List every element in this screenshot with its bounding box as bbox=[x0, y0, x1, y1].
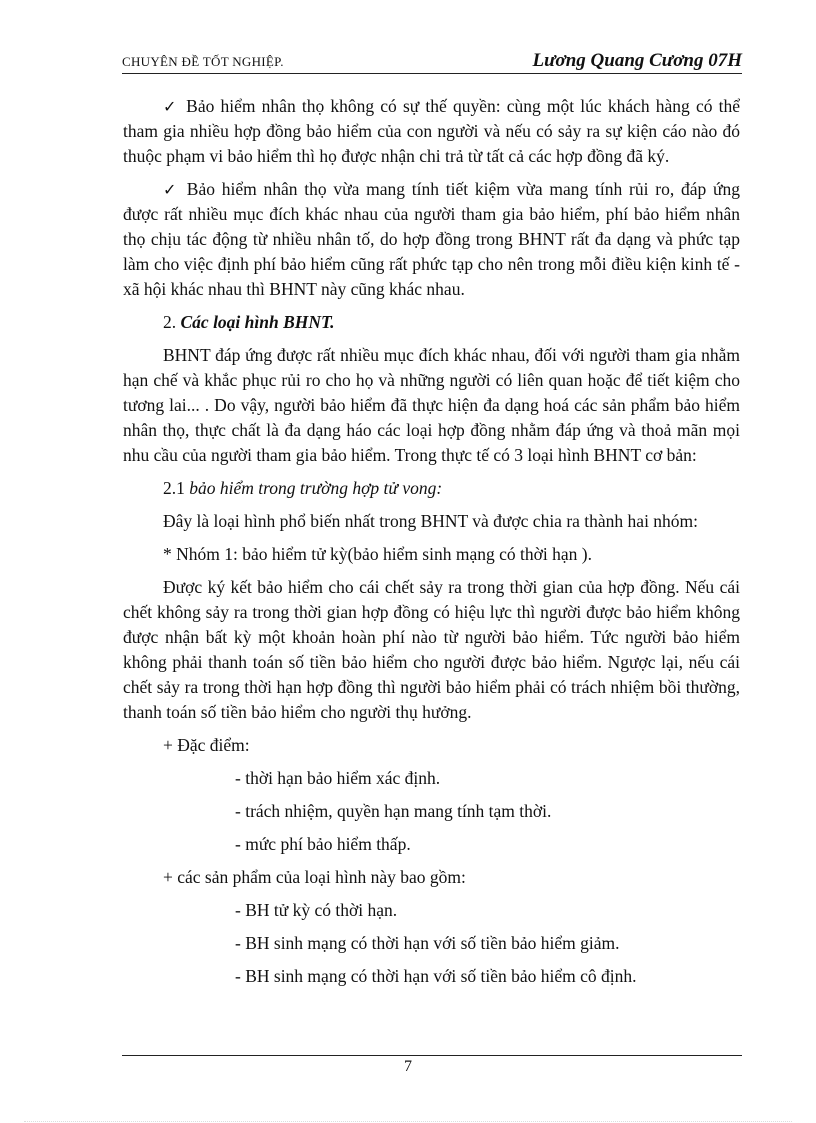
section-number: 2. bbox=[163, 312, 177, 332]
paragraph: BHNT đáp ứng được rất nhiều mục đích khác nhau, đối với người tham gia nhằm hạn chế và khắc phục rủi ro cho họ và những người có liên quan hoặc để tiết kiệm cho tương lai... . Do vậy, người bảo hiểm đã thực hiện đa dạng hoá các sản phẩm bảo hiểm nhân thọ, thực chất là đa dạng háo các loại hợp đồng nhằm đáp ứng và thoả mãn mọi nhu cầu của người tham gia bảo hiểm. Trong thực tế có 3 loại hình BHNT cơ bản: bbox=[123, 345, 740, 465]
features-label: + Đặc điểm: bbox=[163, 735, 250, 755]
paragraph-text: Bảo hiểm nhân thọ không có sự thế quyền: cùng một lúc khách hàng có thể tham gia nhiều hợp đồng bảo hiểm của con người và nếu có sảy ra sự kiện cáo nào đó thuộc phạm vi bảo hiểm thì họ được nhận chi trả từ tất cả các hợp đồng đã ký. bbox=[123, 96, 741, 166]
section-heading bbox=[123, 310, 740, 335]
subsection-heading bbox=[123, 476, 740, 501]
page-number: 7 bbox=[404, 1058, 412, 1075]
paragraph: Được ký kết bảo hiểm cho cái chết sảy ra trong thời gian của hợp đồng. Nếu cái chết không sảy ra trong thời gian hợp đồng có hiệu lực thì người được bảo hiểm không được nhận bất kỳ một khoản hoàn phí nào từ người bảo hiểm. Tức người bảo hiểm không phải thanh toán số tiền bảo hiểm cho người được bảo hiểm. Ngược lại, nếu cái chết sảy ra trong thời hạn hợp đồng thì người bảo hiểm phải có trách nhiệm bồi thường, thanh toán số tiền bảo hiểm cho người thụ hưởng. bbox=[123, 577, 740, 722]
list-item: - BH sinh mạng có thời hạn với số tiền bảo hiểm giảm. bbox=[235, 933, 620, 953]
subsection-number: 2.1 bbox=[163, 478, 185, 498]
page-body bbox=[123, 94, 740, 997]
header-document-title: CHUYÊN ĐỀ TỐT NGHIỆP. bbox=[122, 54, 284, 69]
list-item: - BH sinh mạng có thời hạn với số tiền bảo hiểm cô định. bbox=[235, 966, 637, 986]
subsection-title: bảo hiểm trong trường hợp tử vong: bbox=[189, 478, 443, 498]
page-header bbox=[122, 50, 742, 72]
section-title: Các loại hình BHNT. bbox=[180, 312, 335, 332]
products-label: + các sản phẩm của loại hình này bao gồm: bbox=[163, 867, 466, 887]
header-author: Lương Quang Cương 07H bbox=[532, 50, 742, 71]
footer-rule bbox=[122, 1055, 742, 1056]
list-item: - BH tử kỳ có thời hạn. bbox=[235, 900, 398, 920]
list-item: - thời hạn bảo hiểm xác định. bbox=[235, 768, 441, 788]
group-label: * Nhóm 1: bảo hiểm tử kỳ(bảo hiểm sinh mạng có thời hạn ). bbox=[163, 544, 592, 564]
check-icon: ✓ bbox=[163, 97, 177, 116]
list-item: - trách nhiệm, quyền hạn mang tính tạm thời. bbox=[235, 801, 552, 821]
check-paragraph-2 bbox=[123, 177, 740, 302]
check-icon: ✓ bbox=[163, 180, 177, 199]
header-rule bbox=[122, 73, 742, 74]
check-paragraph-1 bbox=[123, 94, 740, 169]
paragraph: Đây là loại hình phổ biến nhất trong BHNT và được chia ra thành hai nhóm: bbox=[163, 511, 699, 531]
paragraph-text: Bảo hiểm nhân thọ vừa mang tính tiết kiệm vừa mang tính rủi ro, đáp ứng được rất nhiều mục đích khác nhau của người tham gia bảo hiểm, phí bảo hiểm nhân thọ chịu tác động từ nhiều nhân tố, do hợp đồng trong BHNT rất đa dạng và phức tạp làm cho việc định phí bảo hiểm cũng rất phức tạp cho nên trong mỗi điều kiện kinh tế - xã hội khác nhau thì BHNT này cũng khác nhau. bbox=[123, 179, 740, 299]
page-edge-divider bbox=[24, 1121, 792, 1122]
list-item: - mức phí bảo hiểm thấp. bbox=[235, 834, 411, 854]
